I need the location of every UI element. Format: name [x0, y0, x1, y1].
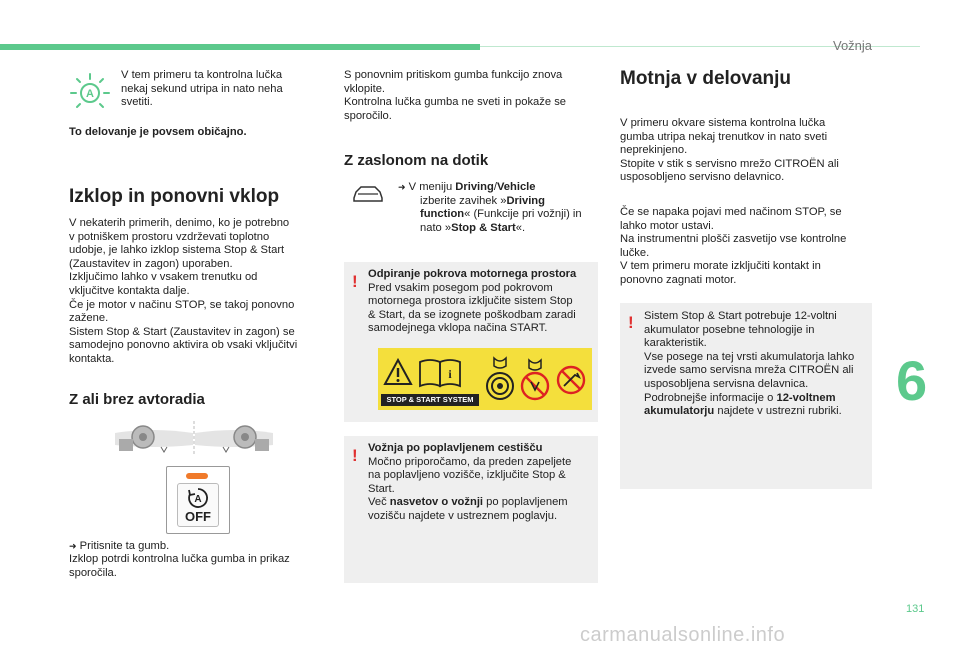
warning-icon: !	[352, 272, 358, 291]
reactivation-text: S ponovnim pritiskom gumba funkcijo znova vklopite. Kontrolna lučka gumba ne sveti in pokaže se sporočilo.	[344, 69, 567, 122]
stop-start-off-button[interactable]	[166, 466, 230, 534]
heading-brez-avtoradia: Z ali brez avtoradia	[69, 391, 205, 408]
auto-stop-indicator-icon	[69, 72, 111, 112]
svg-text:A: A	[86, 88, 94, 100]
svg-text:A: A	[194, 494, 202, 505]
fan-belt-icon	[483, 356, 517, 406]
icon-intro-text: V tem primeru ta kontrolna lučka nekaj sekund utripa in nato neha svetiti.	[121, 69, 283, 109]
malfunction-paragraph-1: V primeru okvare sistema kontrolna lučka gumba utripa nekaj trenutkov in nato sveti neprekinjeno. Stopite v stik s servisno mrežo CITROËN ali usposobljeno servisno delavnico.	[620, 117, 839, 184]
malfunction-paragraph-2: Če se napaka pojavi med načinom STOP, se lahko motor ustavi. Na instrumentni plošči zasvetijo vse kontrolne lučke. V tem primeru morate izključiti kontakt in ponovno zagnati motor.	[620, 206, 847, 286]
watermark: carmanualsonline.info	[580, 624, 786, 646]
warning-icon: !	[628, 313, 634, 332]
press-instruction: ➜ Pritisnite ta gumb.	[69, 540, 170, 552]
normal-operation-note: To delovanje je povsem običajno.	[69, 126, 247, 138]
page-number: 131	[906, 603, 925, 615]
no-hand-icon	[519, 356, 551, 406]
sticker-label: STOP & START SYSTEM	[381, 394, 479, 406]
izklop-paragraph: V nekaterih primerih, denimo, ko je potrebno v potniškem prostoru vzdrževati toplotno udobje, je lahko izklop sistema Stop & Start (Zaustavitev in zagon) uporaben. Izključimo lahko v vsakem trenutku od vključitve kontakta dalje. Če je motor v načinu STOP, se takoj ponovno zažene. Sistem Stop & Start (Zaustavitev in zagon) se samodejno ponovno aktivira ob vsaki vključitvi kontakta.	[69, 217, 298, 365]
auto-stop-off-icon	[187, 487, 209, 509]
header-bar	[0, 44, 480, 50]
button-led	[186, 473, 208, 479]
heading-motnja: Motnja v delovanju	[620, 68, 792, 89]
warning-battery-text: Sistem Stop & Start potrebuje 12-voltni akumulator posebne tehnologije in karakteristik. Vse posege na tej vrsti akumulatorja lahko izvede samo servisna mreža CITROËN ali usposobljena servisna delavnica. Podrobnejše informacije o 12-voltnem akumulatorju najdete v ustrezni rubriki.	[644, 310, 855, 418]
dashboard-illustration	[113, 419, 275, 457]
car-icon	[352, 184, 384, 204]
press-note: Izklop potrdi kontrolna lučka gumba in prikaz sporočila.	[69, 553, 290, 579]
no-tool-icon	[555, 364, 587, 396]
button-face	[177, 483, 219, 527]
manual-book-icon	[418, 358, 462, 388]
warning-hood-text: Odpiranje pokrova motornega prostora Pred vsakim posegom pod pokrovom motornega prostora izključite sistem Stop & Start, da se izognete poškodbam zaradi samodejnega vklopa načina START.	[368, 268, 577, 335]
heading-izklop: Izklop in ponovni vklop	[69, 186, 280, 207]
warning-flood-text: Vožnja po poplavljenem cestišču Močno priporočamo, da preden zapeljete na poplavljeno vozišče, izključite Stop & Start. Več nasvetov o vožnji po poplavljenem vozišču najdete v ustreznem poglavju.	[368, 442, 572, 522]
caution-triangle-icon	[383, 358, 413, 386]
bullet-arrow-icon: ➜	[398, 182, 406, 192]
bullet-arrow-icon: ➜	[69, 541, 77, 551]
warning-icon: !	[352, 446, 358, 465]
svg-text:i: i	[448, 367, 452, 381]
section-title: Vožnja	[833, 38, 873, 53]
heading-zaslon: Z zaslonom na dotik	[344, 152, 489, 169]
touchscreen-instruction: ➜ V meniju Driving/Vehicle izberite zavihek »Driving function« (Funkcije pri vožnji) in nato »Stop & Start«.	[398, 181, 582, 234]
off-label: OFF	[185, 509, 211, 524]
chapter-number: 6	[896, 349, 928, 412]
